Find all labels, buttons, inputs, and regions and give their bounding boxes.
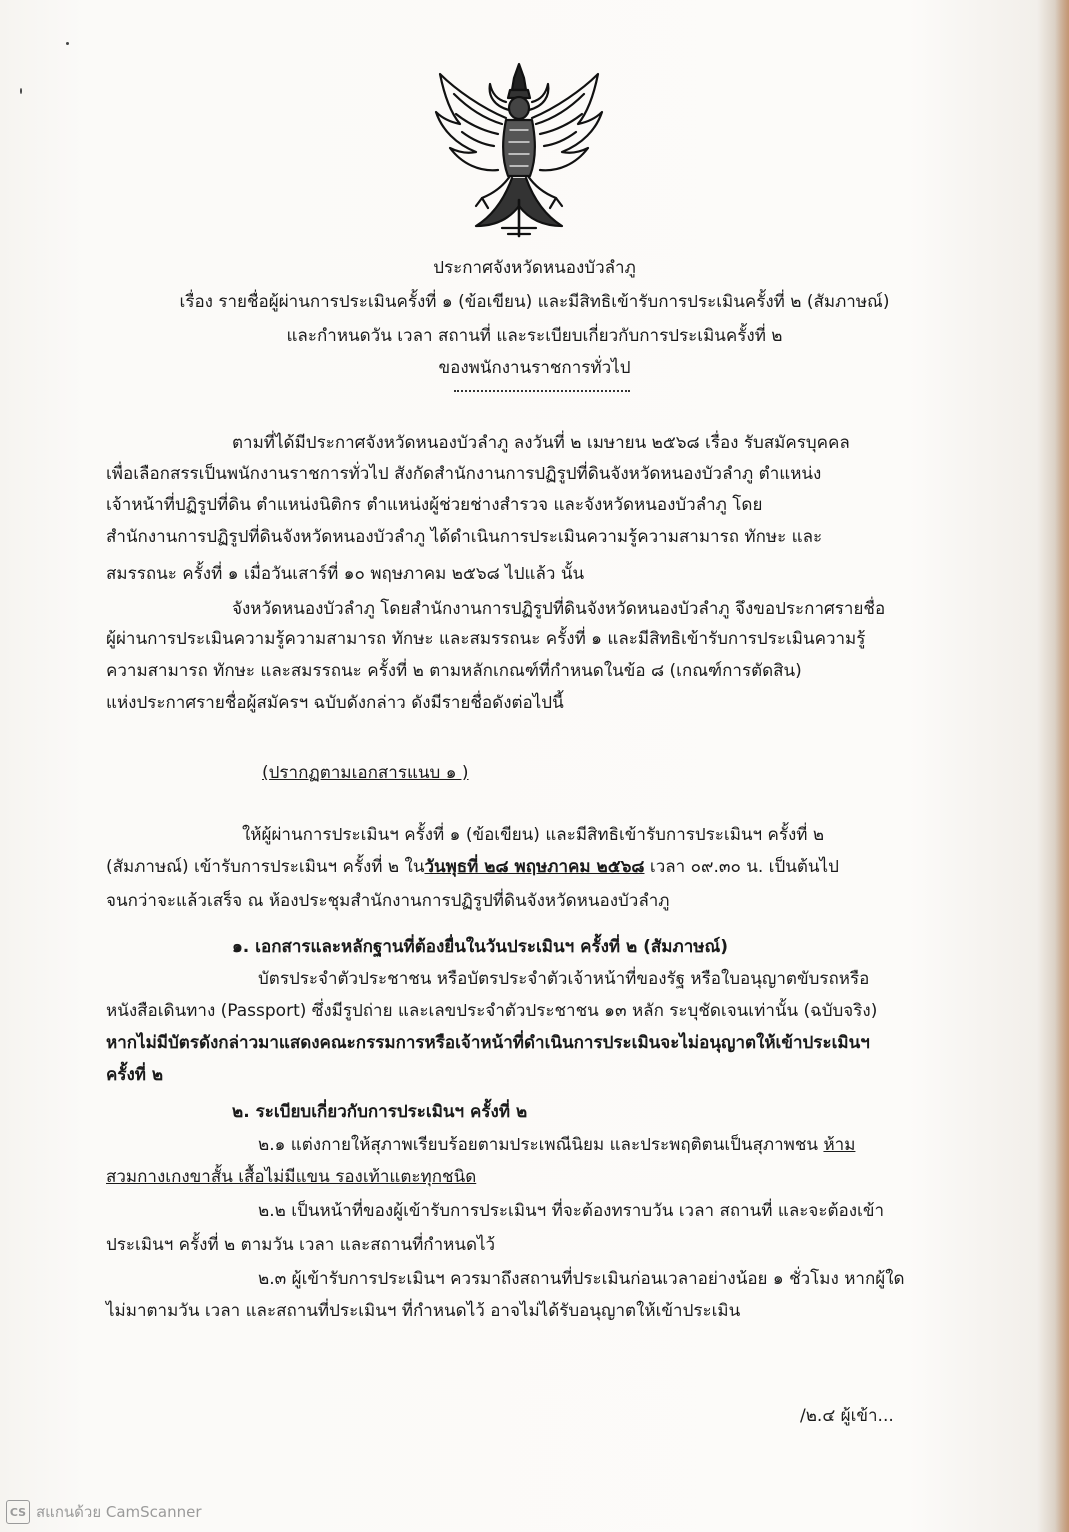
section-1-title: ๑. เอกสารและหลักฐานที่ต้องยื่นในวันประเมินฯ ครั้งที่ ๒ (สัมภาษณ์) (232, 937, 728, 957)
rule-2-2-line: ๒.๒ เป็นหน้าที่ของผู้เข้ารับการประเมินฯ ที่จะต้องทราบวัน เวลา สถานที่ และจะต้องเข้า (258, 1201, 885, 1221)
paragraph-2-line: ความสามารถ ทักษะ และสมรรถนะ ครั้งที่ ๒ ตามหลักเกณฑ์ที่กำหนดในข้อ ๘ (เกณฑ์การตัดสิน) (106, 661, 802, 681)
section-1-warning: หากไม่มีบัตรดังกล่าวมาแสดงคณะกรรมการหรือเจ้าหน้าที่ดำเนินการประเมินจะไม่อนุญาตให้เข้าประเมินฯ (106, 1033, 870, 1053)
rule-2-1-line (258, 1134, 855, 1156)
page-edge-shadow (1055, 0, 1069, 1532)
section-1-warning: ครั้งที่ ๒ (106, 1065, 164, 1085)
rule-2-2-line: ประเมินฯ ครั้งที่ ๒ ตามวัน เวลา และสถานที่กำหนดไว้ (106, 1235, 496, 1255)
scan-speck (66, 42, 69, 45)
paragraph-2-line: จังหวัดหนองบัวลำภู โดยสำนักงานการปฏิรูปที่ดินจังหวัดหนองบัวลำภู จึงขอประกาศรายชื่อ (232, 599, 886, 619)
paragraph-3-text: (สัมภาษณ์) เข้ารับการประเมินฯ ครั้งที่ ๒ ใน (106, 857, 425, 877)
garuda-emblem-icon (432, 60, 607, 240)
subject-line: เรื่อง รายชื่อผู้ผ่านการประเมินครั้งที่ ๑ (ข้อเขียน) และมีสิทธิเข้ารับการประเมินครั้งที่ ๒ (สัมภาษณ์) (179, 292, 890, 312)
paragraph-3-line (106, 856, 839, 878)
paragraph-1-line: สำนักงานการปฏิรูปที่ดินจังหวัดหนองบัวลำภู ได้ดำเนินการประเมินความรู้ความสามารถ ทักษะ และ (106, 527, 823, 547)
paragraph-1-line: เจ้าหน้าที่ปฏิรูปที่ดิน ตำแหน่งนิติกร ตำแหน่งผู้ช่วยช่างสำรวจ และจังหวัดหนองบัวลำภู โดย (106, 495, 763, 515)
page-continuation: /๒.๔ ผู้เข้า... (800, 1406, 894, 1426)
section-1-line: หนังสือเดินทาง (Passport) ซึ่งมีรูปถ่าย และเลขประจำตัวประชาชน ๑๓ หลัก ระบุชัดเจนเท่านั้น (ฉบับจริง) (106, 1001, 878, 1021)
announcement-title: ประกาศจังหวัดหนองบัวลำภู (433, 258, 636, 278)
attachment-reference: (ปรากฏตามเอกสารแนบ ๑ ) (262, 763, 469, 783)
scan-speck (20, 88, 22, 94)
rule-2-3-line: ไม่มาตามวัน เวลา และสถานที่ประเมินฯ ที่กำหนดไว้ อาจไม่ได้รับอนุญาตให้เข้าประเมิน (106, 1301, 741, 1321)
interview-date: วันพุธที่ ๒๘ พฤษภาคม ๒๕๖๘ (424, 857, 645, 877)
paragraph-1-line: เพื่อเลือกสรรเป็นพนักงานราชการทั่วไป สังกัดสำนักงานการปฏิรูปที่ดินจังหวัดหนองบัวลำภู ตำแหน่ง (106, 464, 822, 484)
subject-line-2: และกำหนดวัน เวลา สถานที่ และระเบียบเกี่ยวกับการประเมินครั้งที่ ๒ (286, 326, 783, 346)
separator-dots (454, 390, 630, 392)
section-2-title: ๒. ระเบียบเกี่ยวกับการประเมินฯ ครั้งที่ ๒ (232, 1102, 528, 1122)
subject-line-3: ของพนักงานราชการทั่วไป (438, 358, 631, 378)
paragraph-2-line: ผู้ผ่านการประเมินความรู้ความสามารถ ทักษะ และสมรรถนะ ครั้งที่ ๑ และมีสิทธิเข้ารับการประเมินความรู้ (106, 629, 866, 649)
paragraph-1-line: สมรรถนะ ครั้งที่ ๑ เมื่อวันเสาร์ที่ ๑๐ พฤษภาคม ๒๕๖๘ ไปแล้ว นั้น (106, 564, 585, 584)
paragraph-3-text: เวลา ๐๙.๓๐ น. เป็นต้นไป (644, 857, 839, 877)
watermark-text: สแกนด้วย CamScanner (36, 1503, 202, 1521)
paragraph-1-line: ตามที่ได้มีประกาศจังหวัดหนองบัวลำภู ลงวันที่ ๒ เมษายน ๒๕๖๘ เรื่อง รับสมัครบุคคล (232, 433, 850, 453)
camscanner-watermark (6, 1500, 202, 1524)
rule-2-1-prohibition: ห้าม (823, 1135, 856, 1155)
rule-2-1-prohibition: สวมกางเกงขาสั้น เสื้อไม่มีแขน รองเท้าแตะทุกชนิด (106, 1167, 477, 1187)
camscanner-logo-icon: CS (6, 1500, 30, 1524)
section-1-line: บัตรประจำตัวประชาชน หรือบัตรประจำตัวเจ้าหน้าที่ของรัฐ หรือใบอนุญาตขับรถหรือ (258, 969, 870, 989)
rule-2-3-line: ๒.๓ ผู้เข้ารับการประเมินฯ ควรมาถึงสถานที่ประเมินก่อนเวลาอย่างน้อย ๑ ชั่วโมง หากผู้ใด (258, 1269, 905, 1289)
paragraph-3-line: จนกว่าจะแล้วเสร็จ ณ ห้องประชุมสำนักงานการปฏิรูปที่ดินจังหวัดหนองบัวลำภู (106, 891, 670, 911)
paragraph-2-line: แห่งประกาศรายชื่อผู้สมัครฯ ฉบับดังกล่าว ดังมีรายชื่อดังต่อไปนี้ (106, 693, 564, 713)
rule-2-1-text: ๒.๑ แต่งกายให้สุภาพเรียบร้อยตามประเพณีนิยม และประพฤติตนเป็นสุภาพชน (258, 1135, 824, 1155)
paragraph-3-line: ให้ผู้ผ่านการประเมินฯ ครั้งที่ ๑ (ข้อเขียน) และมีสิทธิเข้ารับการประเมินฯ ครั้งที่ ๒ (242, 825, 825, 845)
